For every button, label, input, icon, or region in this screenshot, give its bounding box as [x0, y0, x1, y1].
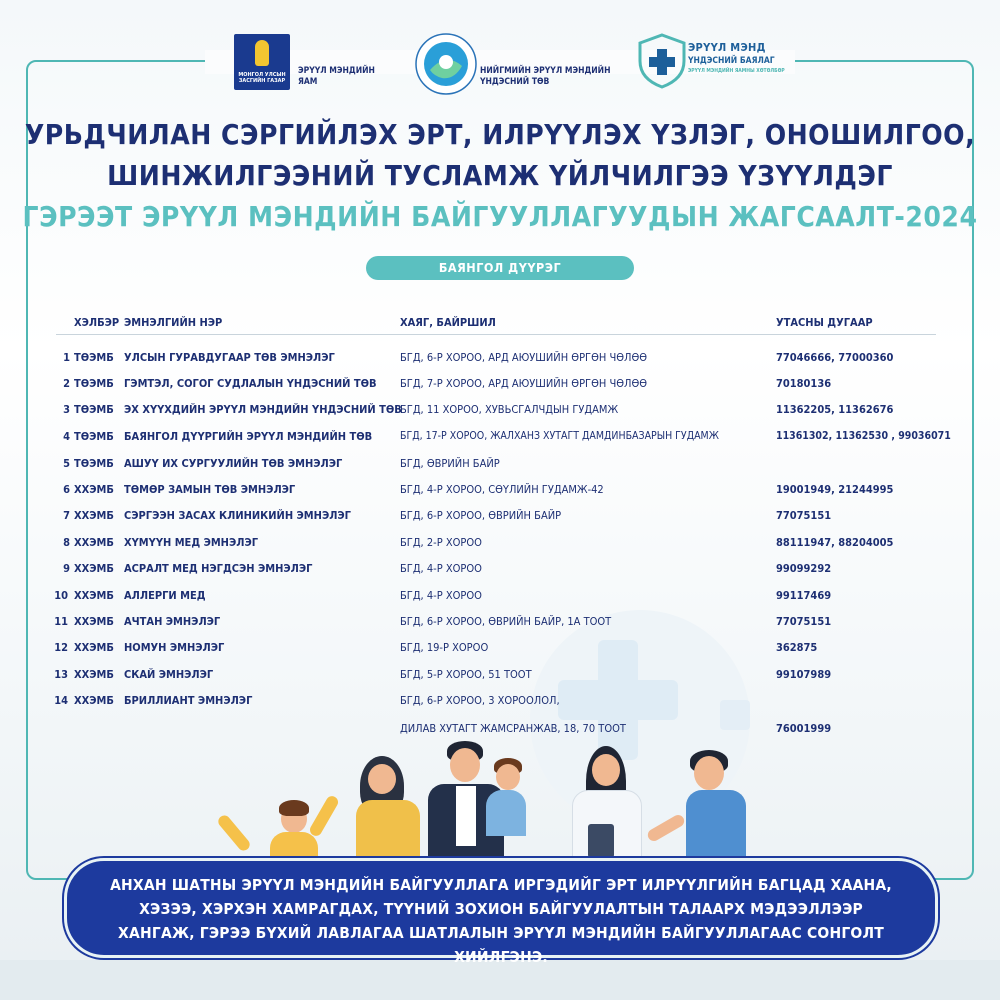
row-name: АСРАЛТ МЕД НЭГДСЭН ЭМНЭЛЭГ — [124, 562, 313, 575]
table-row — [0, 403, 1000, 427]
header-address: ХАЯГ, БАЙРШИЛ — [400, 316, 496, 329]
row-phone: 77075151 — [776, 615, 832, 628]
row-type: ТӨЭМБ — [74, 457, 114, 470]
row-number: 9 — [63, 562, 70, 575]
row-address: БГД, 2-Р ХОРОО — [400, 536, 482, 549]
row-number: 7 — [63, 509, 70, 522]
soyombo-icon — [255, 40, 269, 66]
header-name: ЭМНЭЛГИЙН НЭР — [124, 316, 223, 329]
table-row — [0, 377, 1000, 401]
district-badge: БАЯНГОЛ ДҮҮРЭГ — [366, 256, 634, 280]
row-address: БГД, 6-Р ХОРОО, ӨВРИЙН БАЙР, 1А ТООТ — [400, 615, 612, 628]
shirt — [456, 786, 476, 846]
table-row — [0, 509, 1000, 533]
row-number: 10 — [54, 589, 68, 602]
table-row — [0, 562, 1000, 586]
row-phone: 11361302, 11362530 , 99036071 — [776, 430, 951, 442]
row-number: 13 — [54, 668, 68, 681]
row-type: ХХЭМБ — [74, 509, 114, 522]
public-health-center-logo — [414, 32, 478, 96]
row-name: СКАЙ ЭМНЭЛЭГ — [124, 668, 214, 681]
row-name: ХҮМҮҮН МЕД ЭМНЭЛЭГ — [124, 536, 259, 549]
table-row — [0, 483, 1000, 507]
row-phone: 77046666, 77000360 — [776, 351, 894, 364]
row-name: БРИЛЛИАНТ ЭМНЭЛЭГ — [124, 694, 253, 707]
row-phone: 99117469 — [776, 589, 832, 602]
row-name: АШУҮ ИХ СУРГУУЛИЙН ТӨВ ЭМНЭЛЭГ — [124, 457, 343, 470]
row-address: БГД, 4-Р ХОРОО — [400, 589, 482, 602]
wealth-logo-subtitle: ҮНДЭСНИЙ БАЯЛАГ — [688, 56, 775, 66]
row-type: ХХЭМБ — [74, 483, 114, 496]
row-phone: 11362205, 11362676 — [776, 403, 894, 416]
government-emblem-logo — [234, 34, 290, 90]
row-number: 11 — [54, 615, 68, 628]
row-type: ХХЭМБ — [74, 694, 114, 707]
table-row — [0, 457, 1000, 481]
table-row — [0, 641, 1000, 665]
row-name: ТӨМӨР ЗАМЫН ТӨВ ЭМНЭЛЭГ — [124, 483, 296, 496]
row-phone: 99107989 — [776, 668, 832, 681]
row-number: 5 — [63, 457, 70, 470]
header-divider — [56, 334, 936, 335]
row-address: БГД, 4-Р ХОРОО, СӨҮЛИЙН ГУДАМЖ-42 — [400, 483, 604, 496]
row-number: 2 — [63, 377, 70, 390]
row-address: БГД, ӨВРИЙН БАЙР — [400, 457, 500, 470]
row-name: ЭХ ХҮҮХДИЙН ЭРҮҮЛ МЭНДИЙН ҮНДЭСНИЙ ТӨВ — [124, 403, 402, 416]
row-name: УЛСЫН ГУРАВДУГААР ТӨВ ЭМНЭЛЭГ — [124, 351, 335, 364]
table-row — [0, 430, 1000, 454]
row-address: ДИЛАВ ХУТАГТ ЖАМСРАНЖАВ, 18, 70 ТООТ — [400, 722, 626, 735]
row-number: 4 — [63, 430, 70, 443]
row-type: ТӨЭМБ — [74, 403, 114, 416]
ministry-label: ЭРҮҮЛ МЭНДИЙН ЯАМ — [298, 66, 375, 87]
row-type: ХХЭМБ — [74, 589, 114, 602]
row-number: 12 — [54, 641, 68, 654]
row-name: ГЭМТЭЛ, СОГОГ СУДЛАЛЫН ҮНДЭСНИЙ ТӨВ — [124, 377, 377, 390]
header-type: ХЭЛБЭР — [74, 316, 120, 329]
center-label: НИЙГМИЙН ЭРҮҮЛ МЭНДИЙН ҮНДЭСНИЙ ТӨВ — [480, 66, 611, 87]
row-name: АЛЛЕРГИ МЕД — [124, 589, 206, 602]
row-phone: 77075151 — [776, 509, 832, 522]
shield-cross-icon — [636, 33, 688, 89]
table-row-continuation — [0, 722, 1000, 746]
clipboard-icon — [588, 824, 614, 858]
info-banner: АНХАН ШАТНЫ ЭРҮҮЛ МЭНДИЙН БАЙГУУЛЛАГА ИРГЭДИЙГ ЭРТ ИЛРҮҮЛГИЙН БАГЦАД ХААНА, ХЭЗЭЭ, ХЭРХЭН ХАМРАГДАХ, ТҮҮНИЙ ЗОХИОН БАЙГУУЛАЛТЫН ТАЛААРХ МЭДЭЭЛЛЭЭР ХАНГАЖ, ГЭРЭЭ БҮХИЙ ЛАВЛАГАА ШАТЛАЛЫН ЭРҮҮЛ МЭНДИЙН БАЙГУУЛЛАГААС СОНГОЛТ ХИЙЛГЭНЭ. — [64, 858, 938, 958]
table-row — [0, 589, 1000, 613]
table-row — [0, 536, 1000, 560]
row-address: БГД, 19-Р ХОРОО — [400, 641, 489, 654]
row-name: БАЯНГОЛ ДҮҮРГИЙН ЭРҮҮЛ МЭНДИЙН ТӨВ — [124, 430, 373, 443]
title-line-3: ГЭРЭЭТ ЭРҮҮЛ МЭНДИЙН БАЙГУУЛЛАГУУДЫН ЖАГСААЛТ-2024 — [22, 200, 978, 233]
row-type: ТӨЭМБ — [74, 430, 114, 443]
emblem-text: МОНГОЛ УЛСЫН ЗАСГИЙН ГАЗАР — [238, 72, 286, 84]
row-address: БГД, 6-Р ХОРОО, 3 ХОРООЛОЛ, — [400, 694, 560, 707]
row-number: 3 — [63, 403, 70, 416]
row-address: БГД, 11 ХОРОО, ХУВЬСГАЛЧДЫН ГУДАМЖ — [400, 403, 619, 416]
table-row — [0, 694, 1000, 718]
title-line-2: ШИНЖИЛГЭЭНИЙ ТУСЛАМЖ ҮЙЛЧИЛГЭЭ ҮЗҮҮЛДЭГ — [107, 159, 893, 192]
wealth-logo-title: ЭРҮҮЛ МЭНД — [688, 41, 766, 54]
row-address: БГД, 17-Р ХОРОО, ЖАЛХАНЗ ХУТАГТ ДАМДИНБАЗАРЫН ГУДАМЖ — [400, 430, 719, 442]
table-row — [0, 351, 1000, 375]
wealth-logo-tagline: ЭРҮҮЛ МЭНДИЙН ЯАМНЫ ХӨТӨЛБӨР — [688, 68, 785, 74]
row-address: БГД, 6-Р ХОРОО, АРД АЮУШИЙН ӨРГӨН ЧӨЛӨӨ — [400, 351, 648, 364]
row-phone: 19001949, 21244995 — [776, 483, 894, 496]
table-row — [0, 668, 1000, 692]
row-type: ТӨЭМБ — [74, 351, 114, 364]
header-phone: УТАСНЫ ДУГААР — [776, 316, 873, 329]
row-phone: 362875 — [776, 641, 818, 654]
row-address: БГД, 6-Р ХОРОО, ӨВРИЙН БАЙР — [400, 509, 562, 522]
row-phone: 76001999 — [776, 722, 832, 735]
row-phone: 99099292 — [776, 562, 832, 575]
row-name: СЭРГЭЭН ЗАСАХ КЛИНИКИЙН ЭМНЭЛЭГ — [124, 509, 351, 522]
row-number: 6 — [63, 483, 70, 496]
row-address: БГД, 7-Р ХОРОО, АРД АЮУШИЙН ӨРГӨН ЧӨЛӨӨ — [400, 377, 648, 390]
row-type: ХХЭМБ — [74, 536, 114, 549]
row-address: БГД, 5-Р ХОРОО, 51 ТООТ — [400, 668, 532, 681]
row-name: АЧТАН ЭМНЭЛЭГ — [124, 615, 221, 628]
row-name: НОМУН ЭМНЭЛЭГ — [124, 641, 225, 654]
row-number: 1 — [63, 351, 70, 364]
row-number: 8 — [63, 536, 70, 549]
row-type: ТӨЭМБ — [74, 377, 114, 390]
row-type: ХХЭМБ — [74, 641, 114, 654]
row-type: ХХЭМБ — [74, 562, 114, 575]
row-address: БГД, 4-Р ХОРОО — [400, 562, 482, 575]
row-phone: 70180136 — [776, 377, 832, 390]
row-type: ХХЭМБ — [74, 668, 114, 681]
row-number: 14 — [54, 694, 68, 707]
row-phone: 88111947, 88204005 — [776, 536, 894, 549]
title-line-1: УРЬДЧИЛАН СЭРГИЙЛЭХ ЭРТ, ИЛРҮҮЛЭХ ҮЗЛЭГ, ОНОШИЛГОО, — [24, 118, 976, 151]
table-row — [0, 615, 1000, 639]
row-type: ХХЭМБ — [74, 615, 114, 628]
